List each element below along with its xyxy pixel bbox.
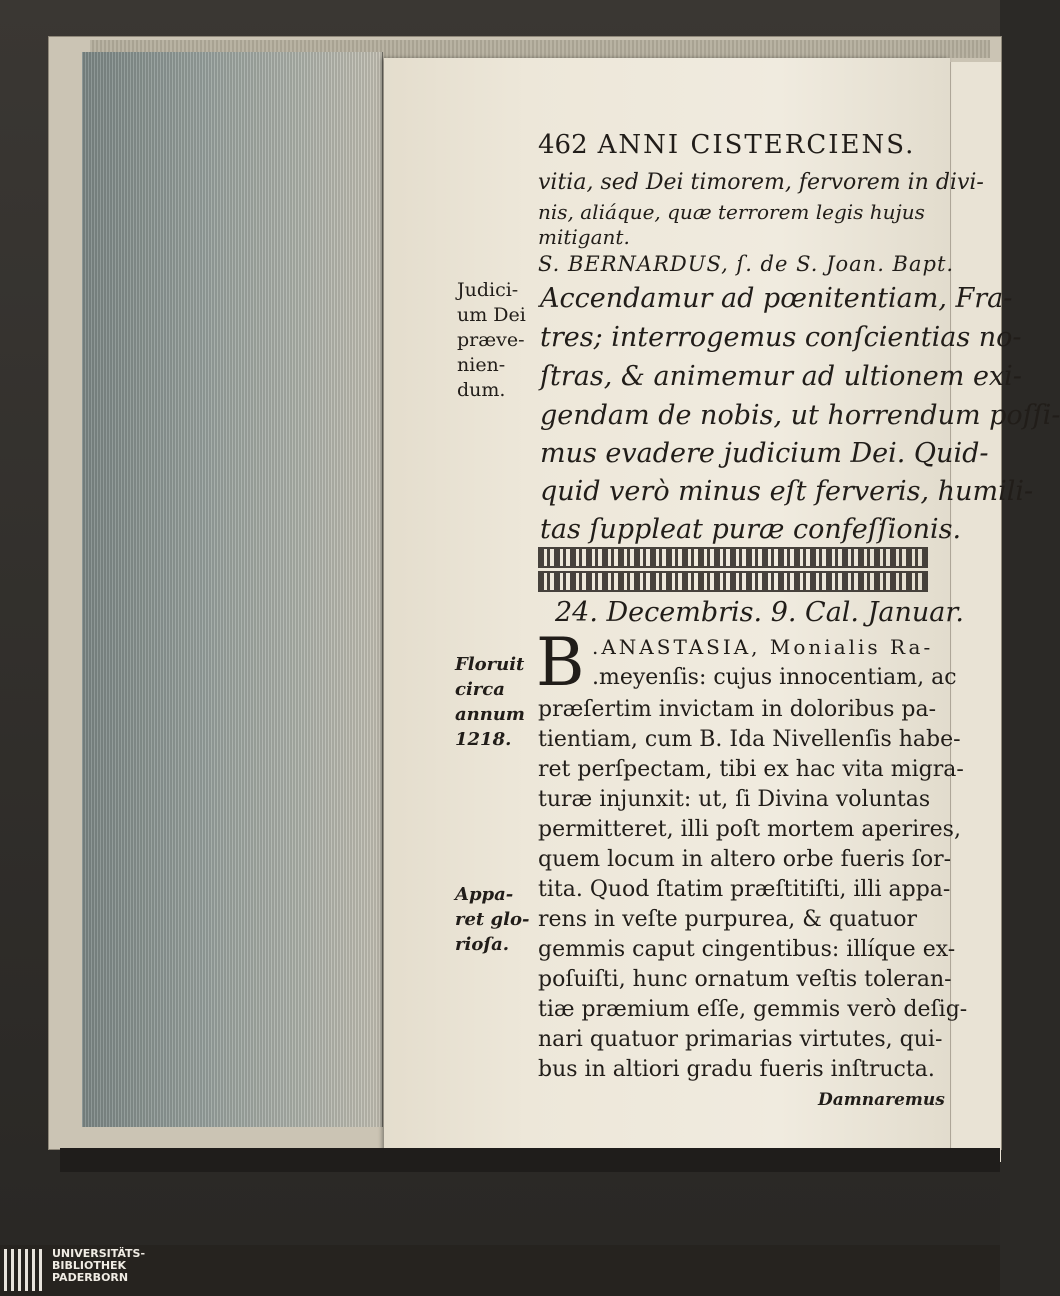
drop-cap: B xyxy=(536,624,585,701)
date-heading: 24. Decembris. 9. Cal. Januar. xyxy=(555,597,964,628)
margin-note-line: annum xyxy=(455,704,525,725)
entry-line: quem locum in altero orbe fueris ſor- xyxy=(538,847,952,872)
entry-line: tientiam, cum B. Ida Nivellenſis habe- xyxy=(538,727,961,752)
page-block-edge xyxy=(82,52,383,1127)
citation: S. BERNARDUS, ſ. de S. Joan. Bapt. xyxy=(538,252,955,276)
entry-line: permitteret, illi poſt mortem aperires, xyxy=(538,817,961,842)
entry-line: præſertim invictam in doloribus pa- xyxy=(538,697,937,722)
entry-line: tita. Quod ſtatim præſtitiſti, illi appa- xyxy=(538,877,951,902)
quote-line: mus evadere judicium Dei. Quid- xyxy=(540,438,989,469)
running-head-title: ANNI CISTERCIENS. xyxy=(597,130,916,160)
book-shadow xyxy=(60,1148,1000,1172)
entry-line: tiæ præmium eſſe, gemmis verò deſig- xyxy=(538,997,968,1022)
margin-note-line: Floruit xyxy=(455,654,525,675)
margin-note-judicium xyxy=(457,278,537,403)
ornament-border xyxy=(538,547,928,568)
margin-note-line: um Dei xyxy=(457,304,526,326)
text-line: mitigant. xyxy=(538,225,630,249)
entry-line: bus in altiori gradu fueris inſtructa. xyxy=(538,1057,935,1082)
running-head xyxy=(538,130,915,160)
quote-line: Accendamur ad pœnitentiam, Fra- xyxy=(540,283,1013,314)
ornament-border xyxy=(538,571,928,592)
entry-name-line: .ANASTASIA, Monialis Ra- xyxy=(592,635,934,659)
quote-line: tres; interrogemus conſcientias no- xyxy=(540,322,1022,353)
margin-note-line: Appa- xyxy=(455,884,514,905)
margin-note-line: circa xyxy=(455,679,505,700)
quote-line: tas ſuppleat puræ confeſſionis. xyxy=(540,514,962,545)
entry-line: rens in veſte purpurea, & quatuor xyxy=(538,907,918,932)
library-logo-icon xyxy=(4,1249,44,1291)
footer-bar xyxy=(0,1245,1000,1296)
text-line: vitia, sed Dei timorem, fervorem in divi- xyxy=(538,170,984,195)
catchword: Damnaremus xyxy=(818,1090,945,1110)
entry-line: poſuiſti, hunc ornatum veſtis toleran- xyxy=(538,967,952,992)
library-logo-text xyxy=(52,1248,145,1284)
margin-note-line: nien- xyxy=(457,354,506,376)
margin-note-line: dum. xyxy=(457,379,506,401)
text-line: nis, aliáque, quæ terrorem legis hujus xyxy=(538,200,925,224)
quote-line: gendam de nobis, ut horrendum poſſi- xyxy=(540,400,1060,431)
margin-note-line: rioſa. xyxy=(455,934,509,955)
margin-note-line: 1218. xyxy=(455,729,512,750)
margin-note-apparet xyxy=(455,882,535,957)
margin-note-floruit xyxy=(455,652,535,752)
logo-line: PADERBORN xyxy=(52,1271,129,1284)
logo-line: UNIVERSITÄTS- xyxy=(52,1247,146,1260)
entry-line: .meyenſis: cujus innocentiam, ac xyxy=(592,665,957,690)
logo-line: BIBLIOTHEK xyxy=(52,1259,127,1272)
entry-line: nari quatuor primarias virtutes, qui- xyxy=(538,1027,943,1052)
entry-line: turæ injunxit: ut, ſi Divina voluntas xyxy=(538,787,931,812)
margin-note-line: præve- xyxy=(457,329,525,351)
quote-line: quid verò minus eſt ferveris, humili- xyxy=(540,476,1034,507)
entry-line: ret perſpectam, tibi ex hac vita migra- xyxy=(538,757,964,782)
entry-line: gemmis caput cingentibus: illíque ex- xyxy=(538,937,956,962)
page-number: 462 xyxy=(538,130,588,160)
margin-note-line: ret glo- xyxy=(455,909,530,930)
quote-line: ſtras, & animemur ad ultionem exi- xyxy=(540,361,1022,392)
margin-note-line: Judici- xyxy=(457,279,519,301)
